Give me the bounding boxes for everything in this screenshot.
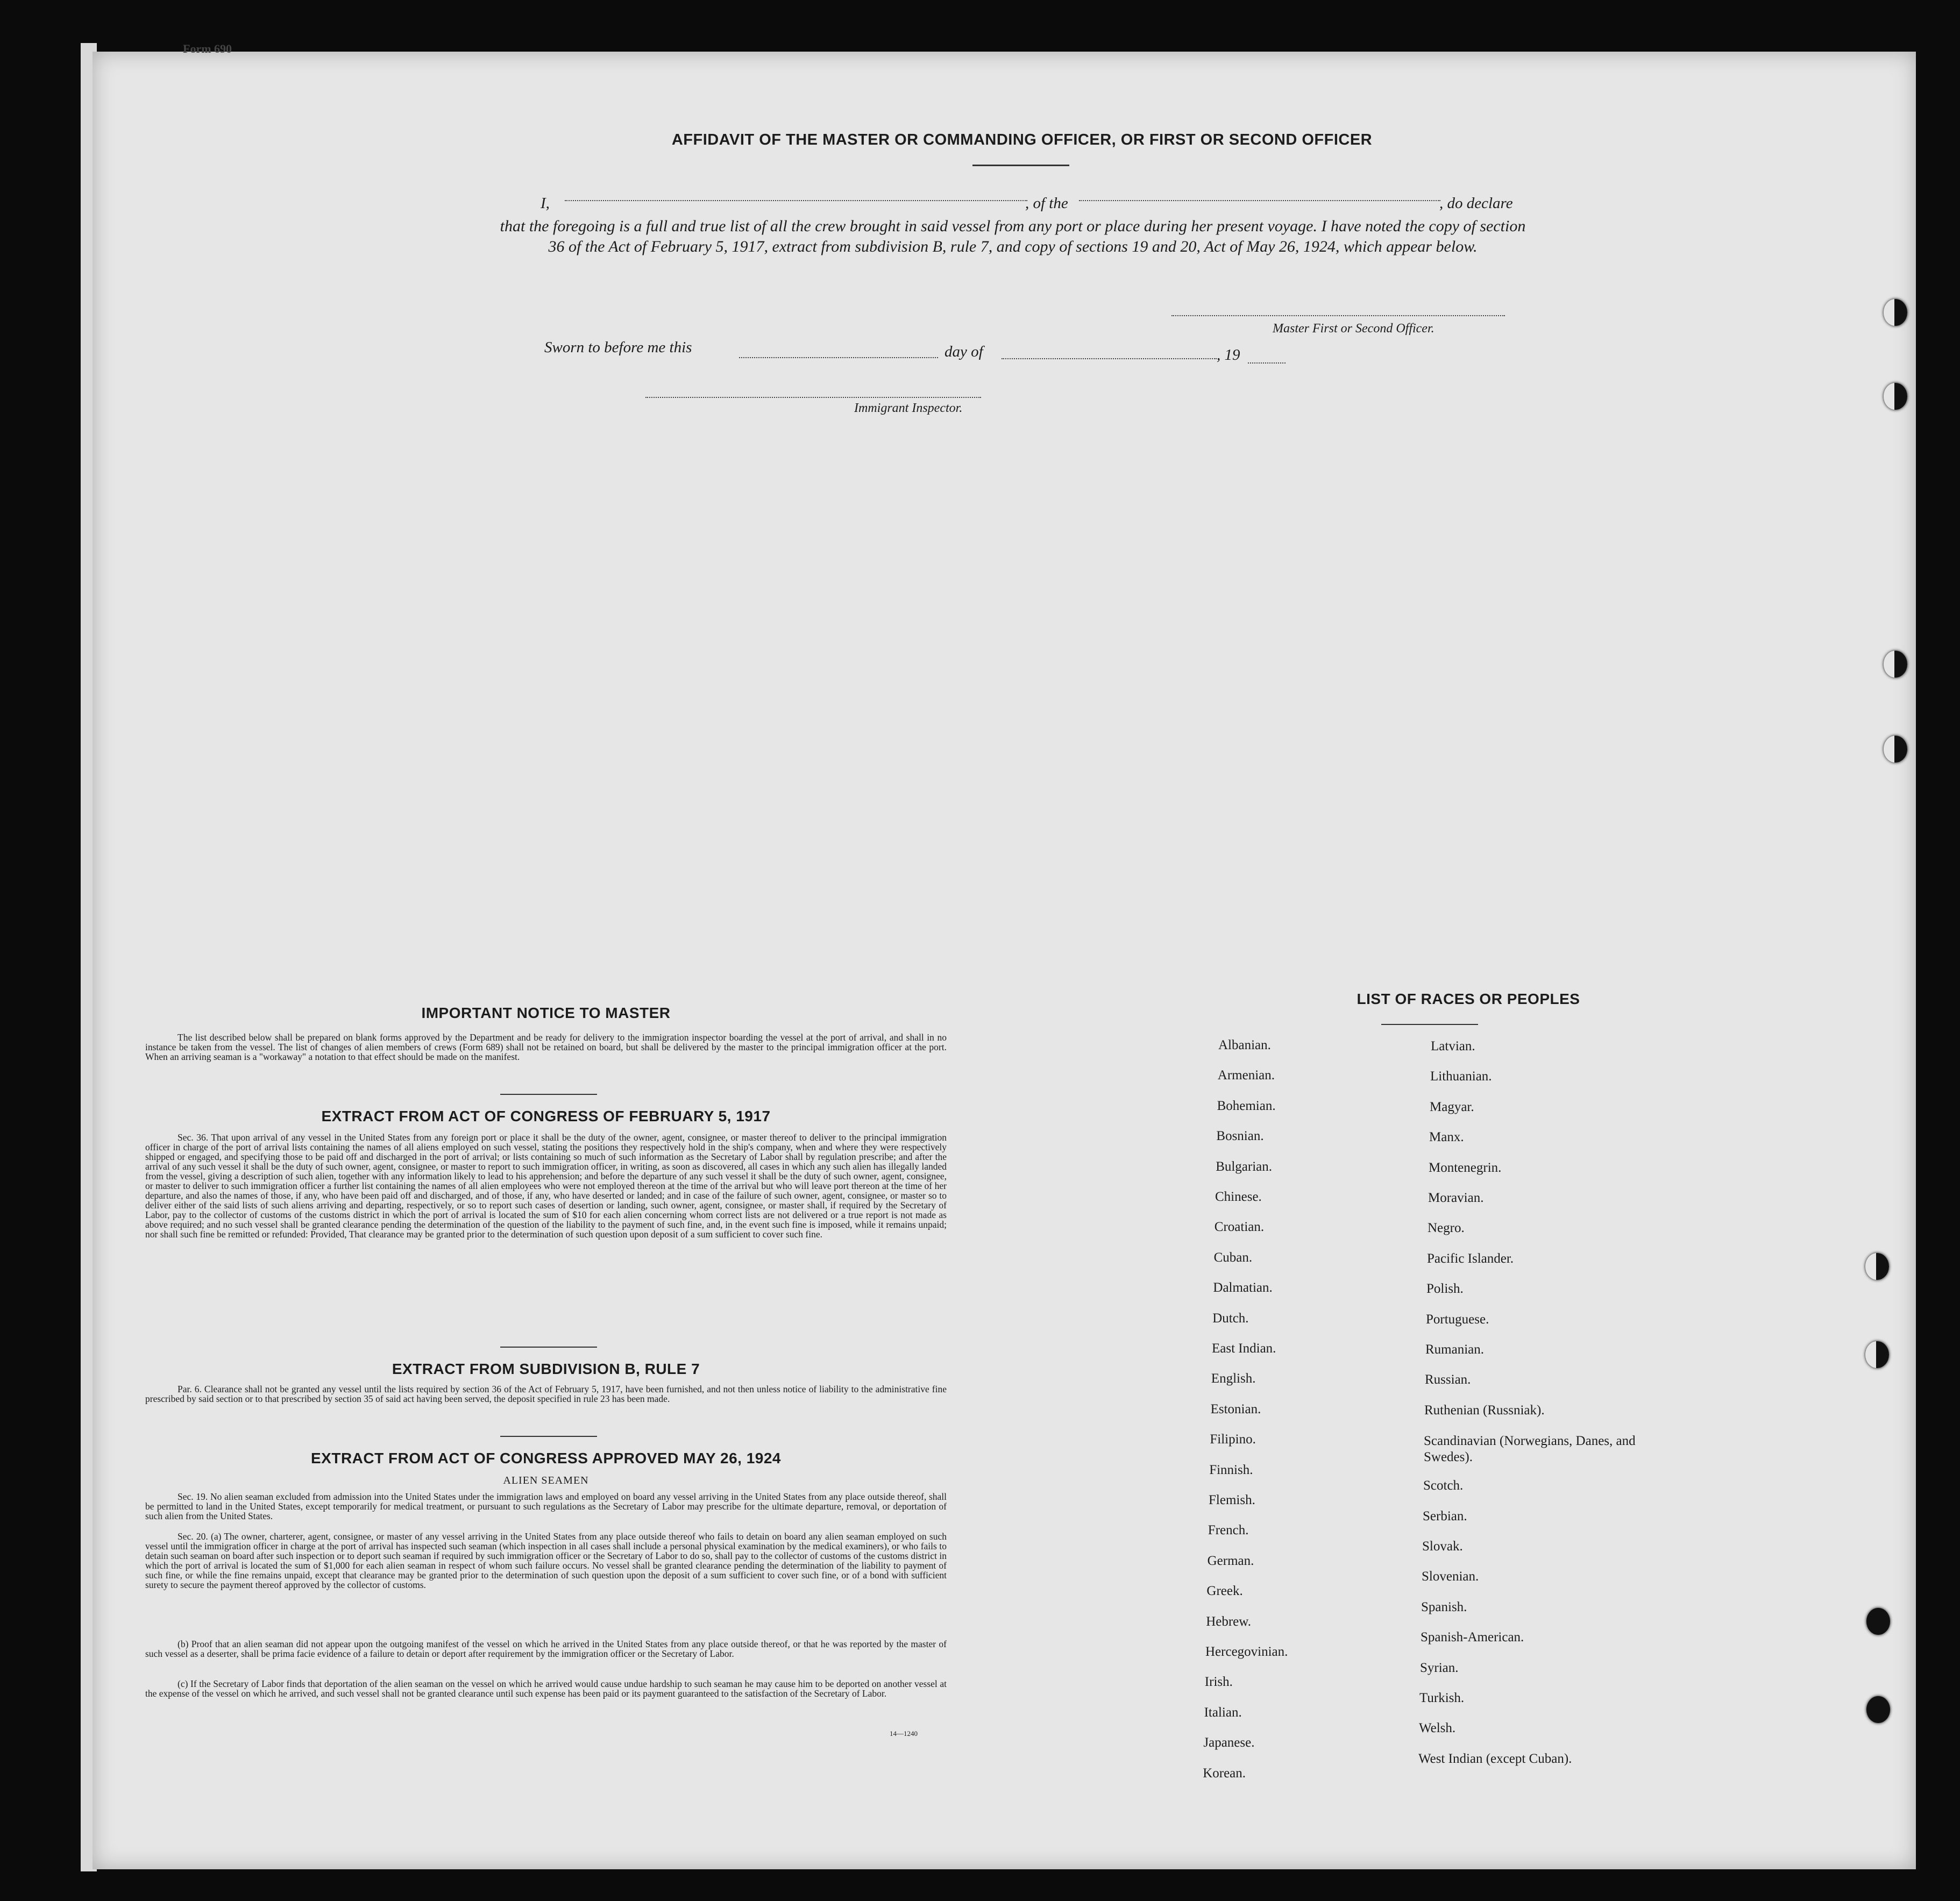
- affidavit-declare: , do declare: [1439, 195, 1513, 212]
- race-left-item: Italian.: [1204, 1705, 1242, 1720]
- race-left-item: Albanian.: [1218, 1038, 1271, 1052]
- sworn-day-of: day of: [945, 343, 983, 360]
- race-right-item: Scotch.: [1423, 1478, 1464, 1493]
- extract-1917-rule: [500, 1347, 597, 1348]
- sworn-prefix: Sworn to before me this: [544, 339, 692, 356]
- extract-rule7-text: Par. 6. Clearance shall not be granted any vessel until the lists required by section 36 of the Act of February 5, 1917, have been furnished, and not then unless notice of liability to the administrative fine prescribed by said section or to that prescribed by section 35 of said act having been served, the deposit specified in rule 23 has been made.: [145, 1384, 947, 1404]
- extract-1917-title: EXTRACT FROM ACT OF CONGRESS OF FEBRUARY 5, 1917: [321, 1108, 771, 1124]
- race-left-item: German.: [1207, 1553, 1254, 1568]
- race-right-item: Ruthenian (Russniak).: [1424, 1402, 1545, 1418]
- sworn-date-blank[interactable]: [739, 357, 938, 358]
- affidavit-title: AFFIDAVIT OF THE MASTER OR COMMANDING OFFICER, OR FIRST OR SECOND OFFICER: [671, 131, 1373, 148]
- sec19-text: Sec. 19. No alien seaman excluded from admission into the United States under the immigration laws and employed on board any vessel arriving in the United States from any place outside thereof, shall be permitted to land in the United States, except temporarily for medical treatment, or pursuant to such regulations as the Secretary of Labor may prescribe for the ultimate departure, removal, or deportation of such alien from the United States.: [145, 1491, 947, 1521]
- race-left-item: Armenian.: [1217, 1068, 1275, 1083]
- race-left-item: Bosnian.: [1216, 1129, 1264, 1144]
- inspector-label: Immigrant Inspector.: [854, 401, 963, 415]
- race-left-item: Chinese.: [1215, 1190, 1262, 1204]
- race-left-item: Hebrew.: [1206, 1614, 1251, 1629]
- race-left-item: Hercegovinian.: [1205, 1644, 1288, 1659]
- extract-rule7-rule: [500, 1436, 597, 1437]
- race-right-item: Montenegrin.: [1429, 1160, 1502, 1175]
- sec20c-text: (c) If the Secretary of Labor finds that deportation of the alien seaman on the vessel on which he arrived would cause undue hardship to such seaman he may cause him to be deported on another vessel at the expense of the vessel on which he arrived, and such vessel shall not be granted clearance until such expense has been paid or its payment guaranteed to the satisfaction of the Secretary of Labor.: [145, 1678, 947, 1699]
- name-blank-line[interactable]: [565, 200, 1027, 201]
- race-left-item: Cuban.: [1213, 1250, 1253, 1265]
- binder-hole: [1884, 299, 1907, 326]
- race-right-item: Lithuanian.: [1430, 1069, 1492, 1084]
- race-left-item: Bulgarian.: [1216, 1159, 1273, 1174]
- race-left-item: Irish.: [1204, 1675, 1233, 1690]
- binder-hole: [1865, 1341, 1889, 1368]
- title-rule: [972, 165, 1069, 166]
- binder-hole: [1866, 1608, 1890, 1635]
- race-left-item: Dalmatian.: [1213, 1280, 1273, 1295]
- vessel-blank-line[interactable]: [1079, 200, 1440, 201]
- sworn-year: , 19: [1217, 346, 1240, 364]
- race-left-item: Greek.: [1206, 1584, 1243, 1599]
- race-left-item: French.: [1208, 1523, 1249, 1538]
- race-right-item: Negro.: [1428, 1221, 1465, 1236]
- race-right-item: Spanish.: [1421, 1599, 1467, 1614]
- affidavit-i: I,: [541, 195, 550, 212]
- race-left-item: Bohemian.: [1217, 1098, 1276, 1113]
- race-right-item: Spanish-American.: [1421, 1630, 1524, 1645]
- race-right-item: Slovenian.: [1422, 1569, 1479, 1584]
- race-right-item: Portuguese.: [1426, 1312, 1489, 1327]
- race-right-item: Syrian.: [1420, 1660, 1459, 1675]
- race-right-item: Slovak.: [1422, 1539, 1463, 1554]
- race-right-item: Rumanian.: [1425, 1342, 1485, 1357]
- sworn-year-blank[interactable]: [1248, 362, 1286, 364]
- notice-title: IMPORTANT NOTICE TO MASTER: [421, 1005, 671, 1021]
- races-rule: [1381, 1024, 1478, 1025]
- race-right-item: Serbian.: [1423, 1508, 1467, 1523]
- race-left-item: Dutch.: [1212, 1311, 1249, 1326]
- race-right-item: Magyar.: [1430, 1099, 1474, 1114]
- race-left-item: Korean.: [1203, 1765, 1246, 1781]
- race-left-item: Estonian.: [1210, 1401, 1261, 1416]
- inspector-signature-line[interactable]: [645, 397, 981, 398]
- form-code: 14—1240: [890, 1729, 918, 1738]
- race-right-item: Turkish.: [1419, 1691, 1465, 1705]
- notice-rule: [500, 1094, 597, 1095]
- race-left-item: Japanese.: [1203, 1735, 1255, 1750]
- race-left-item: East Indian.: [1212, 1341, 1276, 1356]
- race-left-item: Croatian.: [1214, 1220, 1265, 1235]
- sec20a-text: Sec. 20. (a) The owner, charterer, agent, consignee, or master of any vessel arriving in the United States from any place outside thereof who fails to detain on board any alien seaman employed on such vessel until the immigration officer in charge at the port of arrival has inspected such seaman (which inspection in all cases shall include a personal physical examination by the medical examiners), or who fails to detain such seaman on board after such inspection or to deport such seaman if required by such immigration officer or the Secretary of Labor to do so, shall pay to the collector of customs of the customs district in which the port of arrival is located the sum of $1,000 for each alien seaman in respect of whom such failure occurs. No vessel shall be granted clearance pending the determination of the liability to payment of such fine, or while the fine remains unpaid, except that clearance may be granted prior to the determination of such question upon the deposit of a sum sufficient to cover such fine, or of a bond with sufficient surety to secure the payment thereof approved by the collector of customs.: [145, 1531, 947, 1590]
- race-right-item: Welsh.: [1419, 1721, 1456, 1736]
- affidavit-body: that the foregoing is a full and true list of all the crew brought in said vessel from any port or place during her present voyage. I have noted the copy of section 36 of the Act of February 5, 1917, extract from subdivision B, rule 7, and copy of sections 19 and 20, Act of May 26, 1924, which appear below.: [500, 217, 1526, 255]
- race-right-item: Moravian.: [1428, 1191, 1484, 1205]
- race-right-item: West Indian (except Cuban).: [1418, 1751, 1572, 1766]
- binder-hole: [1884, 736, 1907, 763]
- race-left-item: English.: [1211, 1371, 1256, 1386]
- race-left-item: Finnish.: [1209, 1462, 1253, 1477]
- races-title: LIST OF RACES OR PEOPLES: [1357, 991, 1580, 1007]
- race-left-item: Flemish.: [1209, 1493, 1255, 1507]
- race-left-item: Filipino.: [1210, 1432, 1256, 1447]
- race-right-item: Pacific Islander.: [1427, 1251, 1514, 1266]
- binder-hole: [1866, 1696, 1890, 1723]
- alien-seamen-subtitle: ALIEN SEAMEN: [503, 1475, 589, 1486]
- master-signature-label: Master First or Second Officer.: [1273, 322, 1435, 336]
- race-right-item: Scandinavian (Norwegians, Danes, and Swedes).: [1424, 1434, 1636, 1465]
- race-right-item: Russian.: [1425, 1372, 1471, 1387]
- extract-rule7-title: EXTRACT FROM SUBDIVISION B, RULE 7: [392, 1361, 700, 1377]
- binder-hole: [1884, 651, 1907, 678]
- race-right-item: Latvian.: [1431, 1039, 1475, 1053]
- race-right-item: Polish.: [1426, 1281, 1464, 1297]
- sworn-month-blank[interactable]: [1002, 358, 1217, 359]
- binder-hole: [1884, 383, 1907, 410]
- notice-text: The list described below shall be prepared on blank forms approved by the Department and be ready for delivery to the immigration inspector boarding the vessel at the port of arrival, and shall in no instance be taken from the vessel. The list of changes of alien members of crews (Form 689) shall not be retained on board, but shall be delivered by the master to the principal immigration officer at the port. When an arriving seaman is a "workaway" a notation to that effect should be made on the manifest.: [145, 1032, 947, 1062]
- affidavit-of-the: , of the: [1025, 195, 1068, 212]
- sec20b-text: (b) Proof that an alien seaman did not appear upon the outgoing manifest of the vessel on which he arrived in the United States from any place outside thereof, or that he was reported by the master of such vessel as a deserter, shall be prima facie evidence of a failure to detain or deport after requirement by the immigration officer or the Secretary of Labor.: [145, 1639, 947, 1659]
- master-signature-line[interactable]: [1171, 315, 1505, 316]
- form-number: Form 690: [183, 42, 232, 55]
- form-sheet: [93, 52, 1916, 1869]
- extract-1917-text: Sec. 36. That upon arrival of any vessel in the United States from any foreign port or place it shall be the duty of the owner, agent, consignee, or master thereof to deliver to the principal immigration officer in charge of the port of arrival lists containing the names of all aliens employed on such vessel, stating the positions they respectively hold in the ship's company, when and where they were respectively shipped or engaged, and specifying those to be paid off and discharged in the port of arrival; or lists containing so much of such information as the Secretary of Labor shall by regulation prescribe; and after the arrival of any such vessel it shall be the duty of such owner, agent, consignee, or master to report to such immigration officer, in writing, as soon as discovered, all cases in which any such alien has illegally landed from the vessel, giving a description of such alien, together with any information likely to lead to his apprehension; and before the departure of any such vessel it shall be the duty of such owner, agent, consignee, or master to deliver to such immigration officer a further list containing the names of all alien employees who were not employed thereon at the time of the arrival but who will leave port thereon at the time of her departure, and also the names of those, if any, who have been paid off and discharged, and of those, if any, who have deserted or landed; and in case of the failure of such owner, agent, consignee, or master so to deliver either of the said lists of such aliens arriving and departing, respectively, or so to report such cases of desertion or landing, such owner, agent, consignee, or master shall, if required by the Secretary of Labor, pay to the collector of customs of the customs district in which the port of arrival is located the sum of $10 for each alien concerning whom correct lists are not delivered or a true report is not made as above required; and no such vessel shall be granted clearance pending the determination of the question of the liability to the payment of such fine, and, in the event such fine is imposed, while it remains unpaid; nor shall such fine be remitted or refunded: Provided, That clearance may be granted prior to the determination of such question upon deposit of a sum sufficient to cover such fine.: [145, 1132, 947, 1240]
- binder-hole: [1865, 1253, 1889, 1280]
- extract-1924-title: EXTRACT FROM ACT OF CONGRESS APPROVED MAY 26, 1924: [311, 1450, 781, 1466]
- race-right-item: Manx.: [1429, 1130, 1464, 1145]
